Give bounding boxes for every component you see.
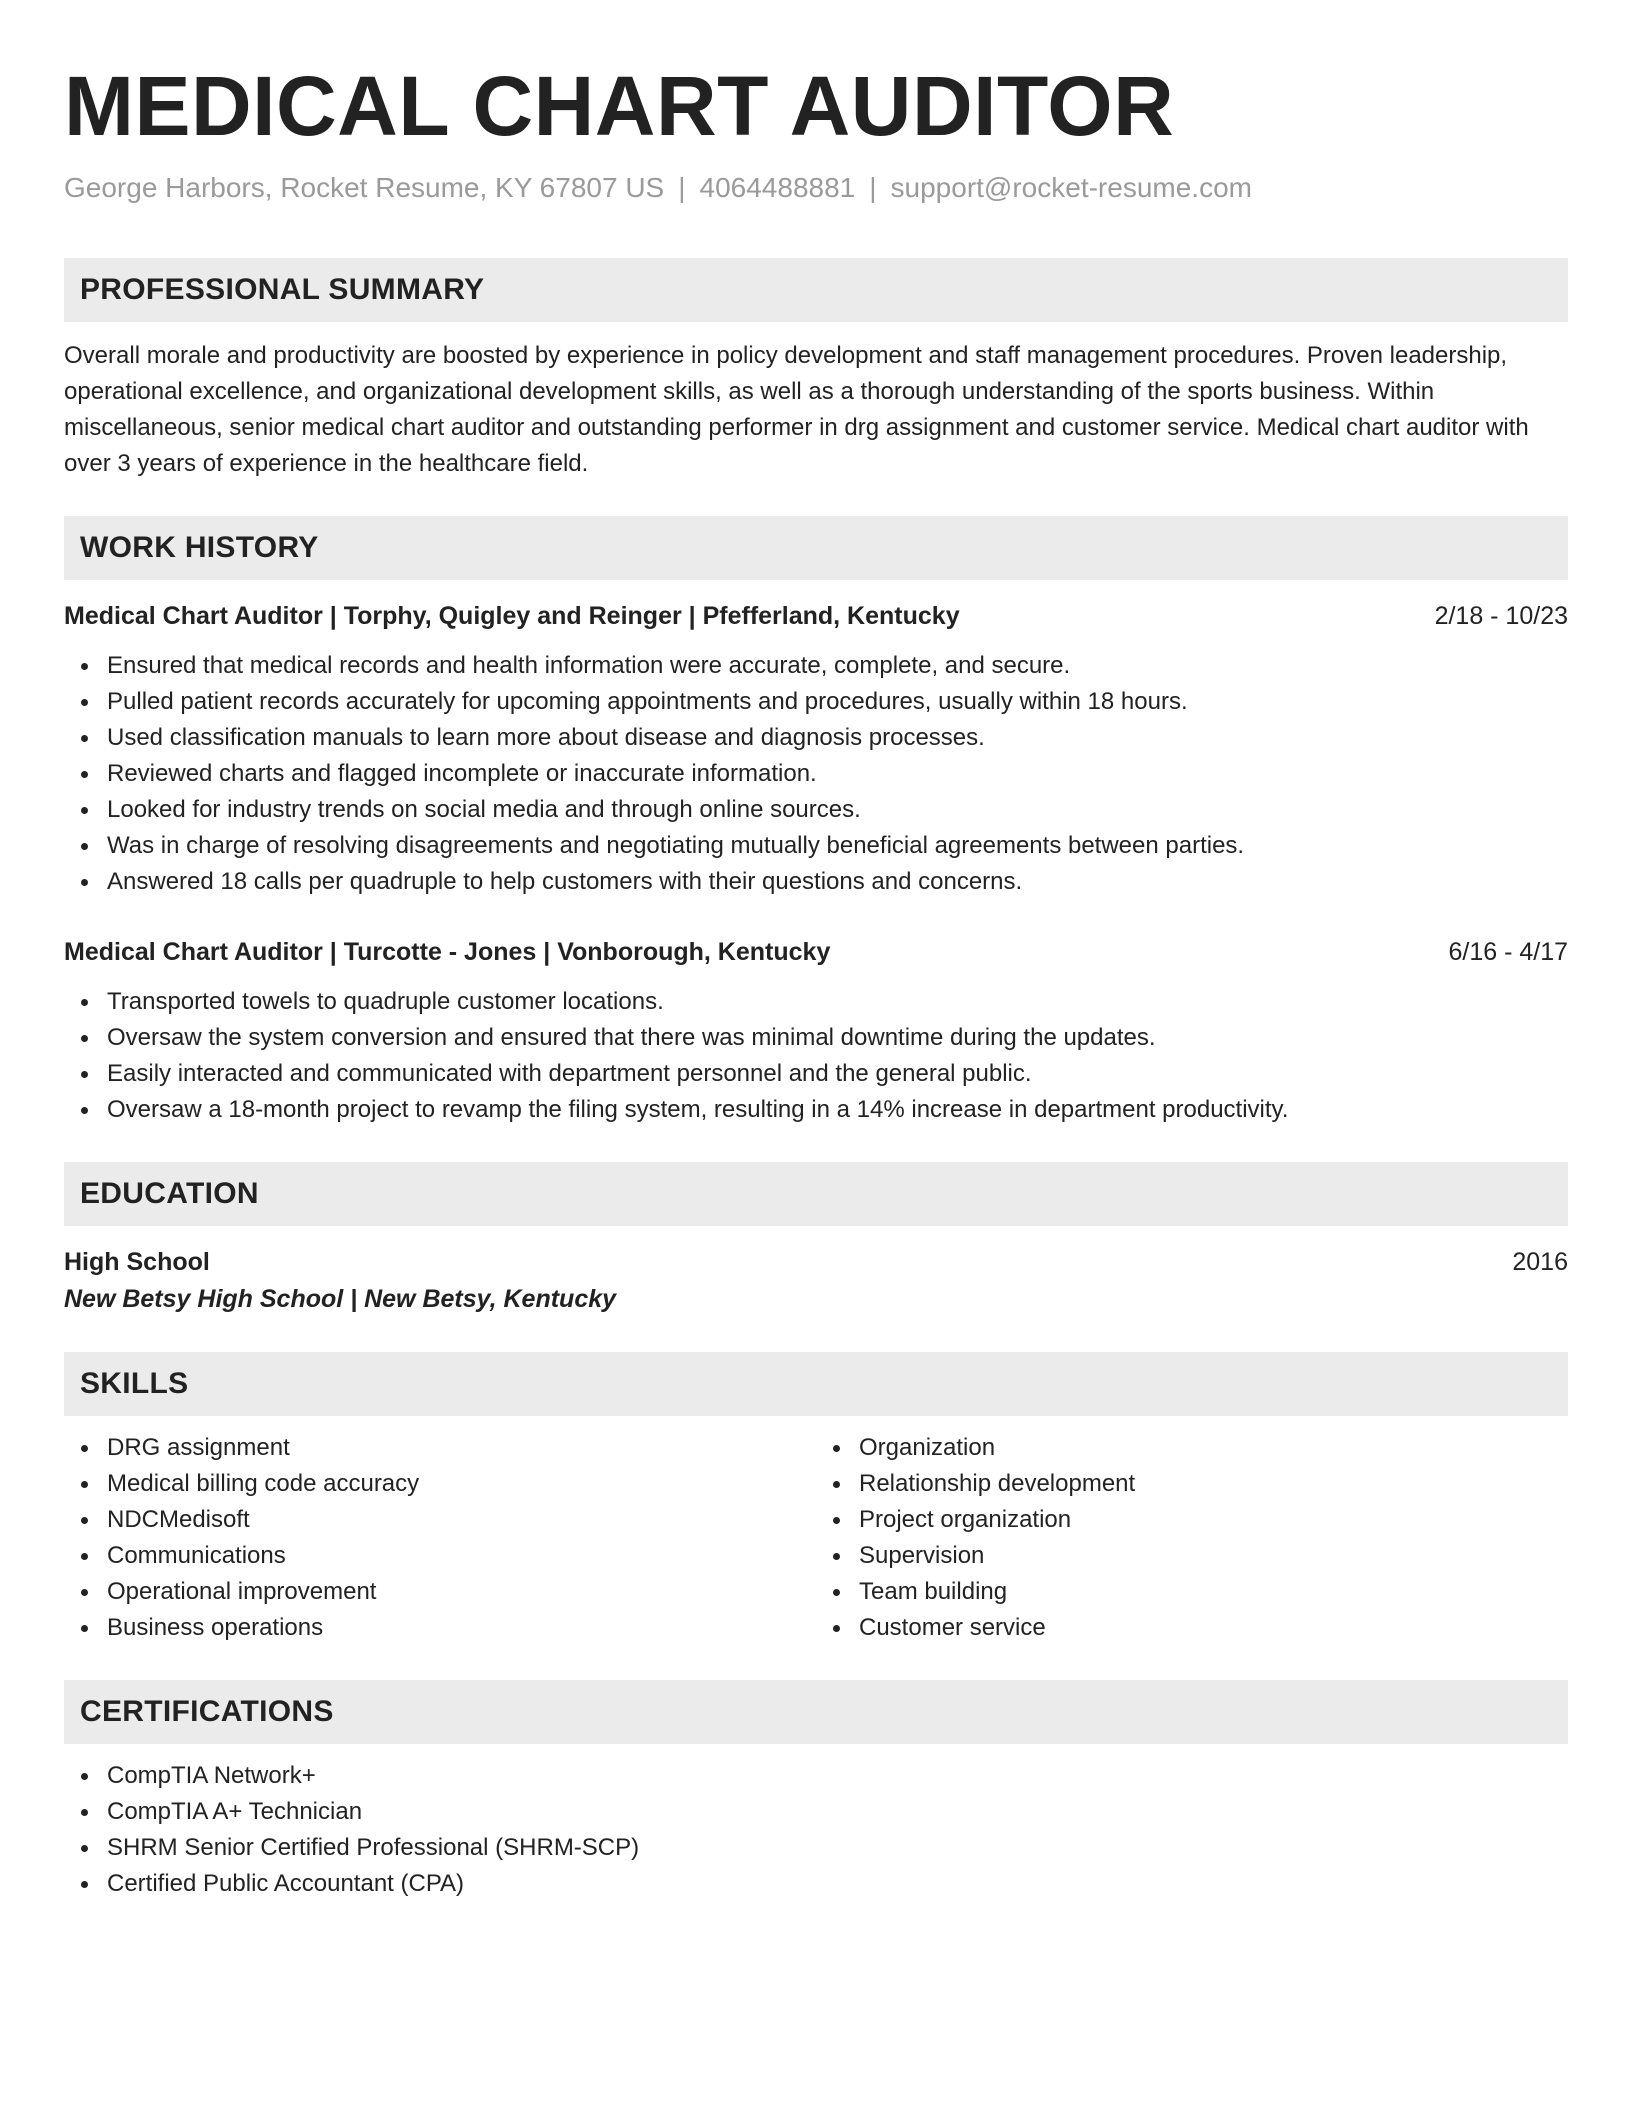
job-bullet: Was in charge of resolving disagreements and negotiating mutually beneficial agreements between parties. <box>107 828 1568 864</box>
skill-item: Relationship development <box>859 1466 1568 1502</box>
certification-item: Certified Public Accountant (CPA) <box>107 1866 1568 1902</box>
job-bullets <box>64 984 1568 1128</box>
job-entry <box>64 934 1568 1128</box>
certification-item: CompTIA Network+ <box>107 1758 1568 1794</box>
certification-item: SHRM Senior Certified Professional (SHRM-SCP) <box>107 1830 1568 1866</box>
certifications-bullets <box>64 1758 1568 1902</box>
section-header-summary: PROFESSIONAL SUMMARY <box>64 258 1568 322</box>
job-title: Medical Chart Auditor | Torphy, Quigley and Reinger | Pfefferland, Kentucky <box>64 602 960 630</box>
skill-item: Team building <box>859 1574 1568 1610</box>
skill-item: Organization <box>859 1430 1568 1466</box>
job-header <box>64 598 1568 634</box>
job-bullet: Pulled patient records accurately for upcoming appointments and procedures, usually within 18 hours. <box>107 684 1568 720</box>
job-bullet: Used classification manuals to learn more about disease and diagnosis processes. <box>107 720 1568 756</box>
education-year: 2016 <box>1512 1248 1568 1276</box>
resume-title: MEDICAL CHART AUDITOR <box>64 59 1175 153</box>
skill-item: DRG assignment <box>107 1430 816 1466</box>
job-title: Medical Chart Auditor | Turcotte - Jones | Vonborough, Kentucky <box>64 938 831 966</box>
contact-separator: | <box>869 172 877 203</box>
job-bullet: Looked for industry trends on social media and through online sources. <box>107 792 1568 828</box>
skill-item: Supervision <box>859 1538 1568 1574</box>
job-bullet: Ensured that medical records and health information were accurate, complete, and secure. <box>107 648 1568 684</box>
education-header <box>64 1244 1568 1280</box>
skill-item: Project organization <box>859 1502 1568 1538</box>
skill-item: Customer service <box>859 1610 1568 1646</box>
skills-column-right <box>816 1430 1568 1646</box>
certifications-list <box>64 1758 1568 1902</box>
education-school: New Betsy High School | New Betsy, Kentucky <box>64 1285 617 1313</box>
job-header <box>64 934 1568 970</box>
job-bullet: Oversaw a 18-month project to revamp the filing system, resulting in a 14% increase in department productivity. <box>107 1092 1568 1128</box>
section-header-skills: SKILLS <box>64 1352 1568 1416</box>
skills-list <box>64 1430 1568 1646</box>
skill-item: Medical billing code accuracy <box>107 1466 816 1502</box>
contact-email: support@rocket-resume.com <box>890 172 1252 203</box>
skill-item: Business operations <box>107 1610 816 1646</box>
job-bullet: Transported towels to quadruple customer locations. <box>107 984 1568 1020</box>
contact-phone: 4064488881 <box>699 172 856 203</box>
section-header-work-history: WORK HISTORY <box>64 516 1568 580</box>
job-bullet: Oversaw the system conversion and ensured that there was minimal downtime during the updates. <box>107 1020 1568 1056</box>
job-dates: 6/16 - 4/17 <box>1448 938 1568 966</box>
contact-address: George Harbors, Rocket Resume, KY 67807 US <box>64 172 665 203</box>
job-entry <box>64 598 1568 900</box>
summary-text: Overall morale and productivity are boosted by experience in policy development and staff management procedures. Proven leadership, operational excellence, and organizational development skills, as well as a thorough understanding of the sports business. Within miscellaneous, senior medical chart auditor and outstanding performer in drg assignment and customer service. Medical chart auditor with over 3 years of experience in the healthcare field. <box>64 342 1529 477</box>
certification-item: CompTIA A+ Technician <box>107 1794 1568 1830</box>
section-header-certifications: CERTIFICATIONS <box>64 1680 1568 1744</box>
job-bullet: Reviewed charts and flagged incomplete or inaccurate information. <box>107 756 1568 792</box>
job-bullets <box>64 648 1568 900</box>
skill-item: NDCMedisoft <box>107 1502 816 1538</box>
education-degree: High School <box>64 1248 210 1276</box>
education-entry <box>64 1244 1568 1318</box>
section-header-education: EDUCATION <box>64 1162 1568 1226</box>
contact-separator: | <box>678 172 686 203</box>
job-bullet: Answered 18 calls per quadruple to help customers with their questions and concerns. <box>107 864 1568 900</box>
skill-item: Operational improvement <box>107 1574 816 1610</box>
skill-item: Communications <box>107 1538 816 1574</box>
job-dates: 2/18 - 10/23 <box>1434 602 1568 630</box>
skills-column-left <box>64 1430 816 1646</box>
job-bullet: Easily interacted and communicated with department personnel and the general public. <box>107 1056 1568 1092</box>
contact-line <box>64 170 1568 206</box>
